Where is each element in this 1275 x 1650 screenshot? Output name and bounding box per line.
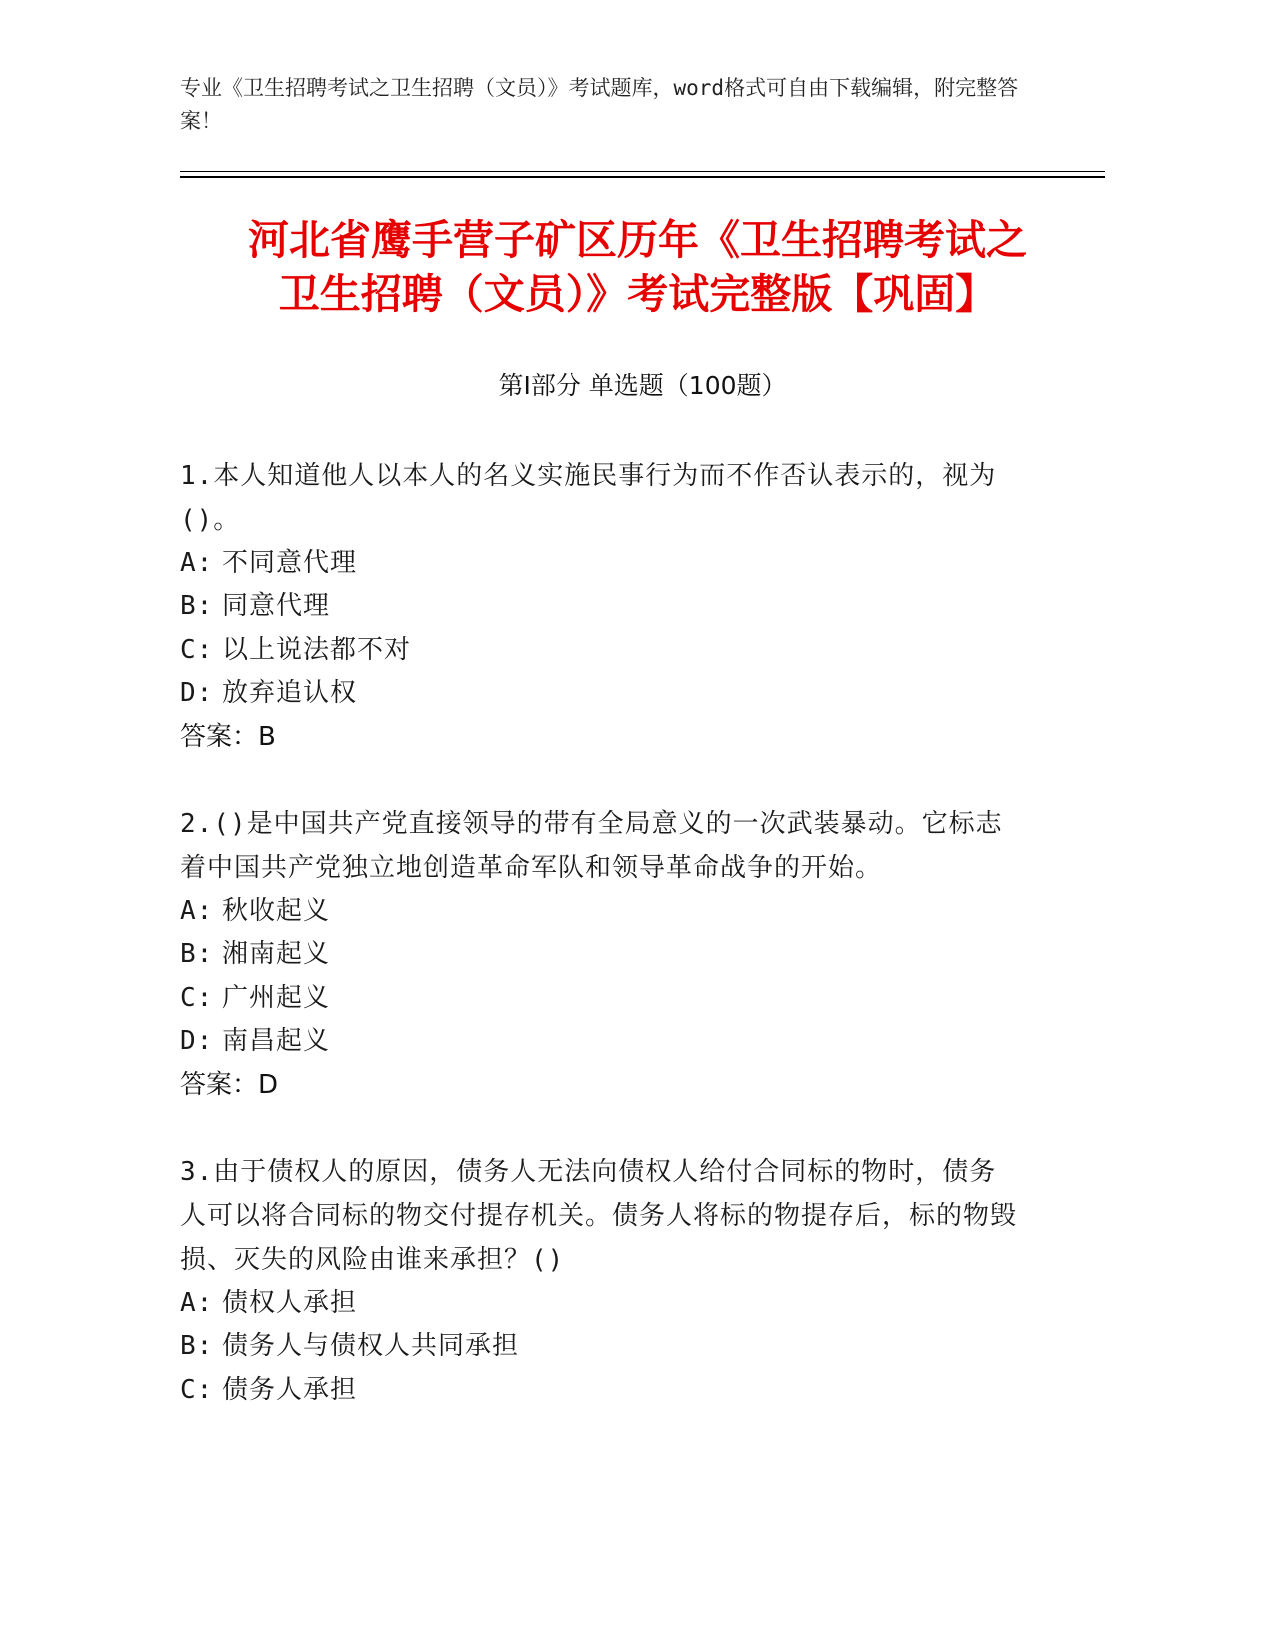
question-2-option-c [180, 976, 1020, 1020]
title-line-2: 卫生招聘（文员）》考试完整版【巩固】 [278, 270, 997, 318]
section-title: 第Ⅰ部分 单选题（100题） [498, 371, 787, 400]
question-2-text: 2.()是中国共产党直接领导的带有全局意义的一次武装暴动。它标志着中国共产党独立地创造革命军队和领导革命战争的开始。 [180, 809, 1003, 883]
option-text: 债务人承担 [222, 1375, 358, 1405]
option-text: 同意代理 [222, 591, 331, 621]
question-3-option-a [180, 1281, 1020, 1325]
question-3-option-b [180, 1324, 1020, 1368]
option-key: D: [180, 1026, 214, 1056]
document-title [150, 213, 1125, 321]
option-text: 秋收起义 [222, 896, 331, 926]
option-key: B: [180, 591, 214, 621]
option-key: C: [180, 635, 214, 665]
question-1-answer: 答案：B [180, 722, 276, 752]
title-line-1: 河北省鹰手营子矿区历年《卫生招聘考试之 [248, 216, 1027, 264]
option-key: D: [180, 678, 214, 708]
question-1-option-a [180, 541, 1020, 585]
question-1-option-b [180, 584, 1020, 628]
question-3-option-c [180, 1368, 1020, 1412]
question-1-text: 1.本人知道他人以本人的名义实施民事行为而不作否认表示的，视为()。 [180, 461, 997, 535]
header-note: 专业《卫生招聘考试之卫生招聘（文员）》考试题库，word格式可自由下载编辑，附完整答案！ [180, 76, 1019, 133]
header-rule-thin [180, 171, 1105, 172]
question-3-text: 3.由于债权人的原因，债务人无法向债权人给付合同标的物时，债务人可以将合同标的物交付提存机关。债务人将标的物提存后，标的物毁损、灭失的风险由谁来承担？() [180, 1157, 1018, 1275]
option-key: A: [180, 548, 214, 578]
option-text: 不同意代理 [222, 548, 358, 578]
question-2-answer: 答案：D [180, 1070, 279, 1100]
option-text: 以上说法都不对 [222, 635, 412, 665]
option-text: 放弃追认权 [222, 678, 358, 708]
option-text: 南昌起义 [222, 1026, 331, 1056]
option-text: 债权人承担 [222, 1288, 358, 1318]
question-2-option-a [180, 889, 1020, 933]
option-key: C: [180, 983, 214, 1013]
question-2-option-b [180, 932, 1020, 976]
question-1-option-c [180, 628, 1020, 672]
option-key: A: [180, 896, 214, 926]
option-key: C: [180, 1375, 214, 1405]
option-key: B: [180, 1331, 214, 1361]
option-key: B: [180, 939, 214, 969]
question-1-option-d [180, 671, 1020, 715]
option-text: 湘南起义 [222, 939, 331, 969]
option-text: 广州起义 [222, 983, 331, 1013]
option-text: 债务人与债权人共同承担 [222, 1331, 520, 1361]
option-key: A: [180, 1288, 214, 1318]
header-rule-thick [180, 176, 1105, 178]
question-2-option-d [180, 1019, 1020, 1063]
